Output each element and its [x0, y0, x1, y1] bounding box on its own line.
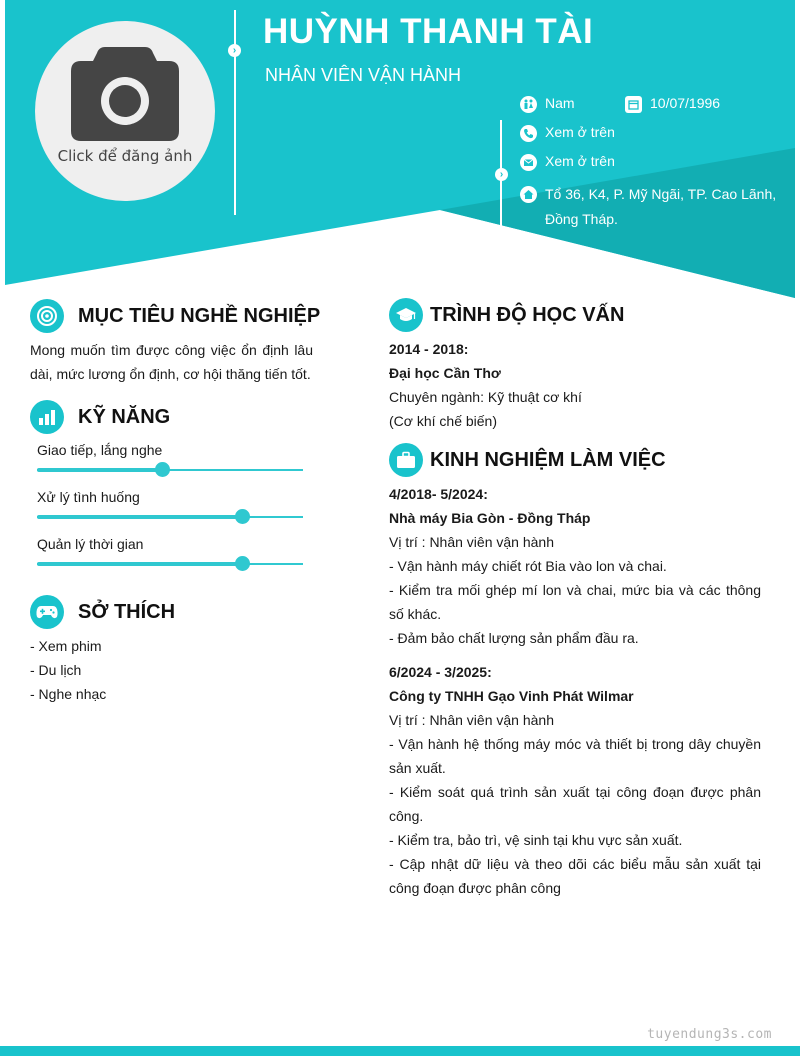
skill-label: Xử lý tình huống	[37, 489, 140, 505]
education-school: Đại học Cần Thơ	[389, 365, 501, 381]
experience-job-2	[389, 660, 761, 900]
target-icon	[30, 299, 64, 333]
email-value: Xem ở trên	[545, 153, 615, 169]
hobbies-title: SỞ THÍCH	[78, 600, 176, 623]
education-heading	[389, 298, 624, 332]
hobbies-list	[30, 634, 106, 706]
chevron-right-icon: ›	[228, 44, 241, 57]
experience-heading	[389, 443, 666, 477]
skills-heading	[30, 400, 170, 434]
job-period: 4/2018- 5/2024:	[389, 486, 488, 502]
photo-caption: Click để đăng ảnh	[57, 147, 193, 165]
phone-icon	[520, 125, 537, 142]
gender-row	[520, 95, 575, 113]
address-line-2: Đồng Tháp.	[545, 211, 618, 227]
objective-text: Mong muốn tìm được công việc ổn định lâu dài, mức lương ổn định, cơ hội thăng tiến tốt.	[30, 342, 313, 382]
address-value	[545, 182, 776, 232]
watermark: tuyendung3s.com	[647, 1027, 772, 1042]
skill-label: Quản lý thời gian	[37, 536, 144, 552]
email-row	[520, 153, 615, 171]
education-title: TRÌNH ĐỘ HỌC VẤN	[430, 303, 625, 326]
gender-icon	[520, 96, 537, 113]
footer-bar	[0, 1046, 800, 1056]
hobbies-heading	[30, 595, 175, 629]
address-row	[520, 182, 776, 232]
briefcase-icon	[389, 443, 423, 477]
chevron-right-icon: ›	[495, 168, 508, 181]
candidate-role: NHÂN VIÊN VẬN HÀNH	[265, 65, 462, 85]
address-line-1: Tổ 36, K4, P. Mỹ Ngãi, TP. Cao Lãnh,	[545, 186, 777, 202]
job-position: Vị trí : Nhân viên vận hành	[389, 712, 554, 728]
dob-value: 10/07/1996	[650, 95, 721, 111]
education-block	[389, 337, 761, 433]
education-period: 2014 - 2018:	[389, 341, 469, 357]
skill-knob	[235, 509, 250, 524]
phone-value: Xem ở trên	[545, 124, 615, 140]
job-company: Công ty TNHH Gạo Vinh Phát Wilmar	[389, 688, 634, 704]
job-company: Nhà máy Bia Gòn - Đồng Tháp	[389, 510, 591, 526]
job-position: Vị trí : Nhân viên vận hành	[389, 534, 554, 550]
job-duty: - Kiểm tra, bảo trì, vệ sinh tại khu vực sản xuất.	[389, 832, 683, 848]
job-duty: - Đảm bảo chất lượng sản phẩm đầu ra.	[389, 630, 639, 646]
candidate-name: HUỲNH THANH TÀI	[263, 12, 594, 51]
home-icon	[520, 186, 537, 203]
skill-fill	[37, 562, 242, 566]
profile-photo-placeholder[interactable]	[35, 21, 215, 201]
experience-job-1	[389, 482, 761, 650]
camera-icon	[71, 47, 179, 141]
skill-fill	[37, 468, 162, 472]
skill-knob	[155, 462, 170, 477]
experience-title: KINH NGHIỆM LÀM VIỆC	[430, 448, 666, 471]
job-duty: - Kiểm soát quá trình sản xuất tại công đoạn được phân công.	[389, 784, 761, 824]
skill-track	[37, 563, 303, 565]
job-duty: - Vận hành hệ thống máy móc và thiết bị trong dây chuyền sản xuất.	[389, 736, 761, 776]
hobby-item: - Du lịch	[30, 662, 82, 678]
skill-label: Giao tiếp, lắng nghe	[37, 442, 163, 458]
job-period: 6/2024 - 3/2025:	[389, 664, 492, 680]
header-divider-line	[234, 10, 236, 215]
bar-chart-icon	[30, 400, 64, 434]
skill-knob	[235, 556, 250, 571]
skill-track	[37, 469, 303, 471]
job-duty: - Vận hành máy chiết rót Bia vào lon và chai.	[389, 558, 667, 574]
hobby-item: - Nghe nhạc	[30, 686, 107, 702]
skill-fill	[37, 515, 242, 519]
objective-heading	[30, 299, 320, 333]
graduation-cap-icon	[389, 298, 423, 332]
dob-row	[625, 95, 720, 113]
gamepad-icon	[30, 595, 64, 629]
gender-value: Nam	[545, 95, 575, 111]
phone-row	[520, 124, 615, 142]
skill-track	[37, 516, 303, 518]
calendar-icon	[625, 96, 642, 113]
education-major: Chuyên ngành: Kỹ thuật cơ khí	[389, 389, 582, 405]
hobby-item: - Xem phim	[30, 638, 102, 654]
objective-title: MỤC TIÊU NGHỀ NGHIỆP	[78, 304, 321, 327]
email-icon	[520, 154, 537, 171]
education-note: (Cơ khí chế biến)	[389, 413, 498, 429]
skills-title: KỸ NĂNG	[78, 405, 171, 428]
job-duty: - Cập nhật dữ liệu và theo dõi các biểu mẫu sản xuất tại công đoạn được phân công	[389, 856, 761, 896]
job-duty: - Kiểm tra mối ghép mí lon và chai, mức bia và các thông số khác.	[389, 582, 761, 622]
